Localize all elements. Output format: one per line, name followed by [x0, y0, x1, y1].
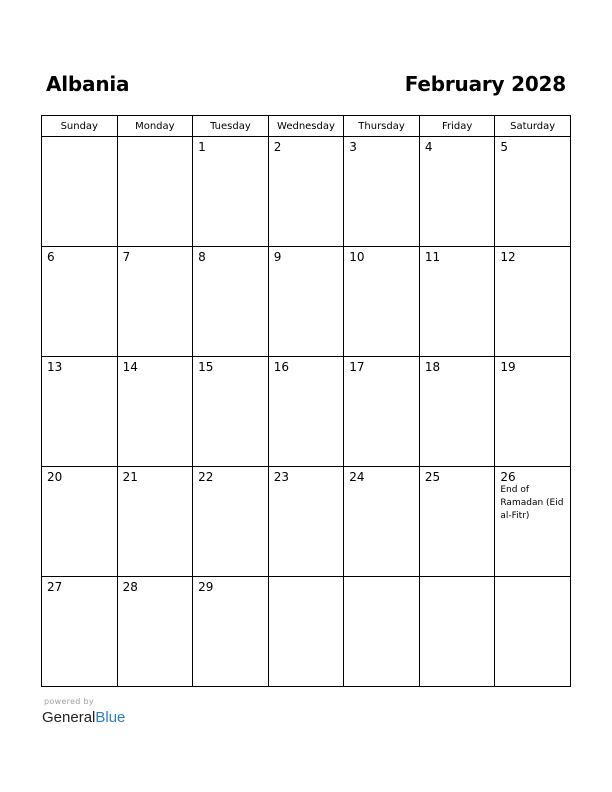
day-number: 5	[500, 140, 509, 154]
day-cell	[419, 577, 495, 687]
powered-by-label: powered by	[44, 697, 94, 706]
country-title: Albania	[46, 72, 130, 96]
day-number: 21	[122, 470, 138, 484]
day-cell[interactable]	[344, 137, 420, 247]
day-number: 27	[47, 580, 63, 594]
day-number: 24	[349, 470, 365, 484]
day-cell[interactable]	[495, 137, 571, 247]
day-cell[interactable]	[193, 247, 269, 357]
day-cell[interactable]	[268, 357, 344, 467]
day-cell[interactable]	[344, 357, 420, 467]
day-number: 7	[122, 250, 131, 264]
month-year-title: February 2028	[404, 72, 566, 96]
weekday-header-row	[42, 116, 571, 137]
brand-name-part2: Blue	[95, 709, 126, 726]
weekday-header: Tuesday	[193, 116, 269, 137]
day-cell[interactable]	[495, 247, 571, 357]
weekday-header: Wednesday	[268, 116, 344, 137]
weekday-header: Monday	[117, 116, 193, 137]
day-cell[interactable]	[495, 357, 571, 467]
day-number: 28	[122, 580, 138, 594]
day-cell[interactable]	[42, 467, 118, 577]
day-number: 29	[198, 580, 214, 594]
day-cell[interactable]	[193, 467, 269, 577]
day-cell	[495, 577, 571, 687]
day-number: 18	[424, 360, 441, 374]
day-cell[interactable]	[419, 357, 495, 467]
day-number: 22	[198, 470, 214, 484]
day-cell	[344, 577, 420, 687]
day-number: 13	[47, 360, 63, 374]
day-cell[interactable]	[117, 467, 193, 577]
day-cell[interactable]	[495, 467, 571, 577]
day-cell	[42, 137, 118, 247]
day-cell[interactable]	[42, 577, 118, 687]
day-number: 12	[500, 250, 516, 264]
day-cell[interactable]	[193, 577, 269, 687]
week-row	[42, 137, 571, 247]
week-row	[42, 357, 571, 467]
weekday-header: Saturday	[495, 116, 571, 137]
day-cell[interactable]	[117, 247, 193, 357]
day-number: 16	[273, 360, 289, 374]
day-number: 19	[500, 360, 516, 374]
day-number: 17	[349, 360, 365, 374]
day-cell[interactable]	[42, 357, 118, 467]
day-cell[interactable]	[344, 467, 420, 577]
day-number: 6	[47, 250, 55, 264]
day-number: 1	[198, 140, 206, 154]
day-cell[interactable]	[117, 357, 193, 467]
day-number: 8	[198, 250, 206, 264]
day-cell	[117, 137, 193, 247]
day-cell[interactable]	[42, 247, 118, 357]
day-number: 25	[424, 470, 441, 484]
day-cell[interactable]	[344, 247, 420, 357]
day-number: 11	[424, 250, 441, 264]
day-number: 26	[500, 470, 516, 484]
day-cell[interactable]	[193, 357, 269, 467]
day-cell[interactable]	[419, 467, 495, 577]
day-cell[interactable]	[419, 247, 495, 357]
day-number: 2	[273, 140, 282, 154]
weekday-header: Sunday	[42, 116, 118, 137]
weekday-header: Friday	[419, 116, 495, 137]
day-cell[interactable]	[419, 137, 495, 247]
week-row	[42, 577, 571, 687]
brand-name-part1: General	[42, 709, 96, 726]
day-cell[interactable]	[268, 137, 344, 247]
day-number: 4	[424, 140, 433, 154]
day-cell[interactable]	[268, 467, 344, 577]
day-number: 20	[47, 470, 63, 484]
day-number: 10	[349, 250, 365, 264]
day-number: 14	[122, 360, 138, 374]
brand-logo[interactable]	[42, 708, 125, 728]
day-cell[interactable]	[193, 137, 269, 247]
week-row	[42, 247, 571, 357]
weekday-header: Thursday	[344, 116, 420, 137]
day-number: 23	[273, 470, 289, 484]
day-number: 15	[198, 360, 214, 374]
day-number: 3	[349, 140, 357, 154]
day-cell	[268, 577, 344, 687]
day-cell[interactable]	[117, 577, 193, 687]
day-cell[interactable]	[268, 247, 344, 357]
holiday-event: End of Ramadan (Eid al-Fitr)	[500, 485, 564, 521]
week-row	[42, 467, 571, 577]
calendar-grid	[41, 115, 571, 687]
day-number: 9	[273, 250, 282, 264]
